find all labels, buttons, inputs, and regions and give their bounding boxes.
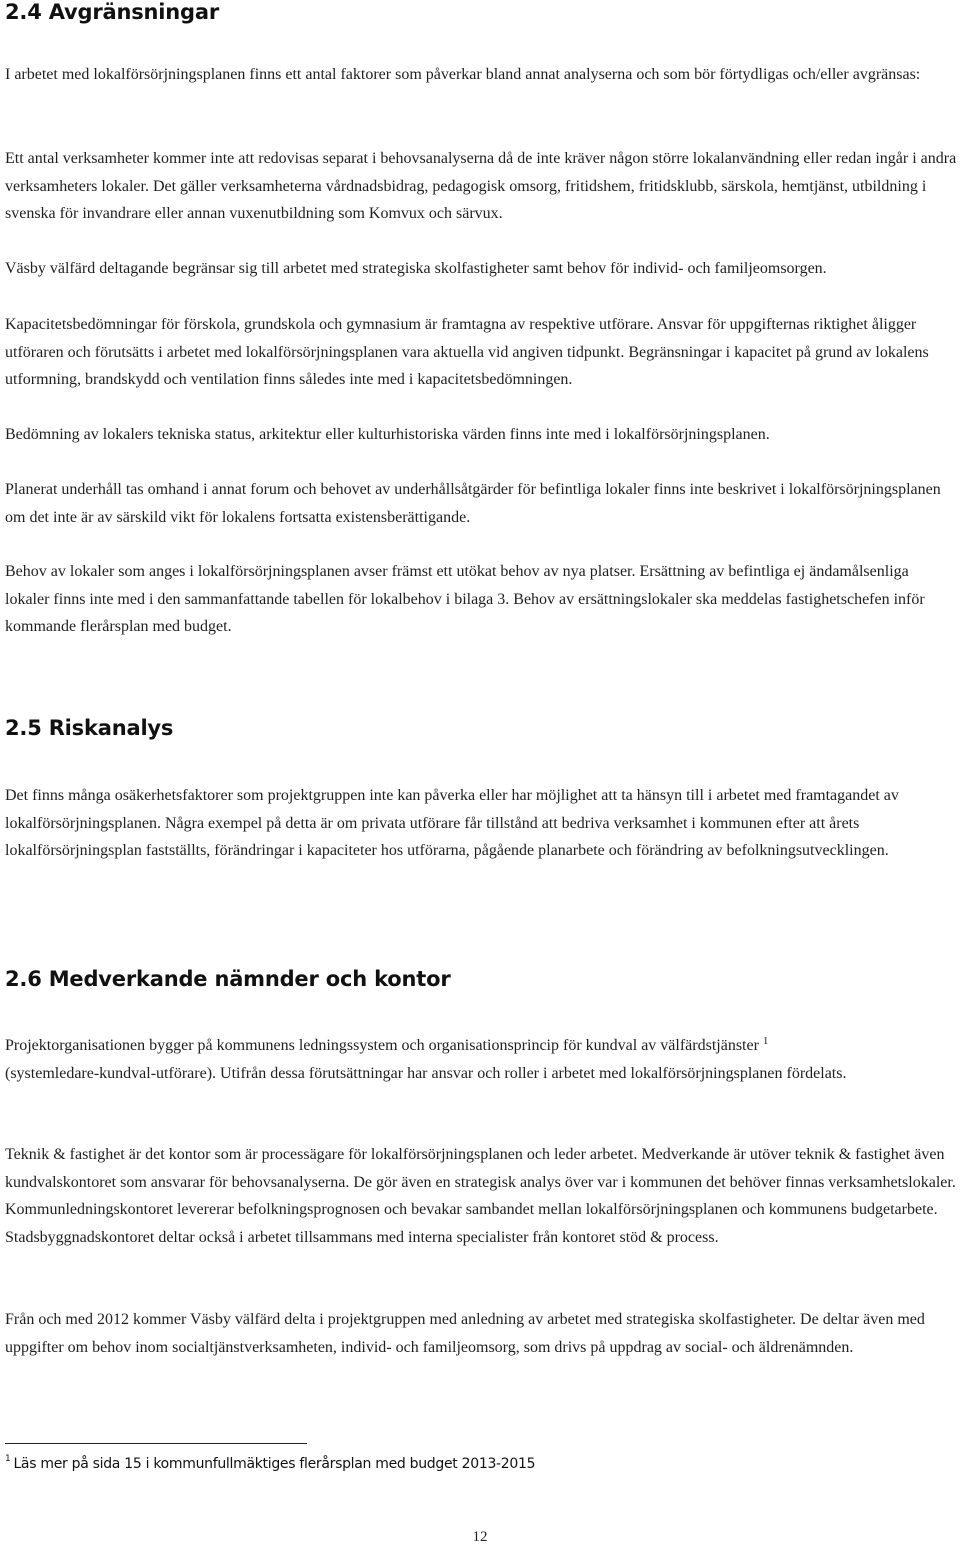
paragraph: Ett antal verksamheter kommer inte att redovisas separat i behovsanalyserna då de inte kräver någon större lokalanvändning eller redan ingår i andra verksamheters lokaler. Det gäller verksamheterna vårdnadsbidrag, pedagogisk omsorg, fritidshem, fritidsklubb, särskola, hemtjänst, utbildning i svenska för invandrare eller annan vuxenutbildning som Komvux och särvux.: [5, 150, 957, 222]
footnote-divider: [5, 1443, 307, 1444]
section-heading-2-4: 2.4 Avgränsningar: [5, 0, 219, 24]
footnote-reference: 1: [762, 1035, 769, 1047]
footnote-text: Läs mer på sida 15 i kommunfullmäktiges flerårsplan med budget 2013-2015: [13, 1456, 536, 1472]
footnote: [5, 1456, 535, 1472]
paragraph: Behov av lokaler som anges i lokalförsörjningsplanen avser främst ett utökat behov av nya platser. Ersättning av befintliga ej ändamålsenliga lokaler finns inte med i den sammanfattande tabellen för lokalbehov i bilaga 3. Behov av ersättningslokaler ska meddelas fastighetschefen inför kommande flerårsplan med budget.: [5, 563, 925, 635]
paragraph: Det finns många osäkerhetsfaktorer som projektgruppen inte kan påverka eller har möjlighet att ta hänsyn till i arbetet med framtagandet av lokalförsörjningsplanen. Några exempel på detta är om privata utförare får tillstånd att bedriva verksamhet i kommunen efter att årets lokalförsörjningsplan fastställts, förändringar i kapaciteter hos utförarna, pågående planarbete och förändring av befolkningsutvecklingen.: [5, 787, 899, 859]
paragraph: Bedömning av lokalers tekniska status, arkitektur eller kulturhistoriska värden finns inte med i lokalförsörjningsplanen.: [5, 426, 770, 443]
paragraph: Väsby välfärd deltagande begränsar sig till arbetet med strategiska skolfastigheter samt behov för individ- och familjeomsorgen.: [5, 260, 827, 277]
paragraph: Teknik & fastighet är det kontor som är processägare för lokalförsörjningsplanen och leder arbetet. Medverkande är utöver teknik & fastighet även kundvalskontoret som ansvarar för behovsanalyserna. De gör även en strategisk analys över var i kommunen det behöver finnas verksamhetslokaler. Kommunledningskontoret levererar befolkningsprognosen och bevakar sambandet mellan lokalförsörjningsplanen och kommunens budgetarbete. Stadsbyggnadskontoret deltar också i arbetet tillsammans med interna specialister från kontoret stöd & process.: [5, 1146, 956, 1246]
paragraph: Från och med 2012 kommer Väsby välfärd delta i projektgruppen med anledning av arbetet med strategiska skolfastigheter. De deltar även med uppgifter om behov inom socialtjänstverksamheten, individ- och familjeomsorg, som drivs på uppdrag av social- och äldrenämnden.: [5, 1311, 925, 1356]
paragraph: Planerat underhåll tas omhand i annat forum och behovet av underhållsåtgärder för befintliga lokaler finns inte beskrivet i lokalförsörjningsplanen om det inte är av särskild vikt för lokalens fortsatta existensberättigande.: [5, 481, 941, 526]
paragraph: Kapacitetsbedömningar för förskola, grundskola och gymnasium är framtagna av respektive utförare. Ansvar för uppgifternas riktighet åligger utföraren och förutsätts i arbetet med lokalförsörjningsplanen vara aktuella vid angiven tidpunkt. Begränsningar i kapacitet på grund av lokalens utformning, brandskydd och ventilation finns således inte med i kapacitetsbedömningen.: [5, 316, 929, 388]
footnote-number: 1: [5, 1454, 11, 1464]
paragraph: I arbetet med lokalförsörjningsplanen finns ett antal faktorer som påverkar bland annat analyserna och som bör förtydligas och/eller avgränsas:: [5, 66, 921, 83]
page-number: 12: [472, 1529, 488, 1545]
section-heading-2-5: 2.5 Riskanalys: [5, 716, 174, 740]
paragraph: [5, 1032, 957, 1060]
section-heading-2-6: 2.6 Medverkande nämnder och kontor: [5, 967, 451, 991]
paragraph-text: Projektorganisationen bygger på kommunens ledningssystem och organisationsprincip för kundval av välfärdstjänster: [5, 1037, 759, 1054]
paragraph: (systemledare-kundval-utförare). Utifrån dessa förutsättningar har ansvar och roller i arbetet med lokalförsörjningsplanen fördelats.: [5, 1065, 847, 1082]
